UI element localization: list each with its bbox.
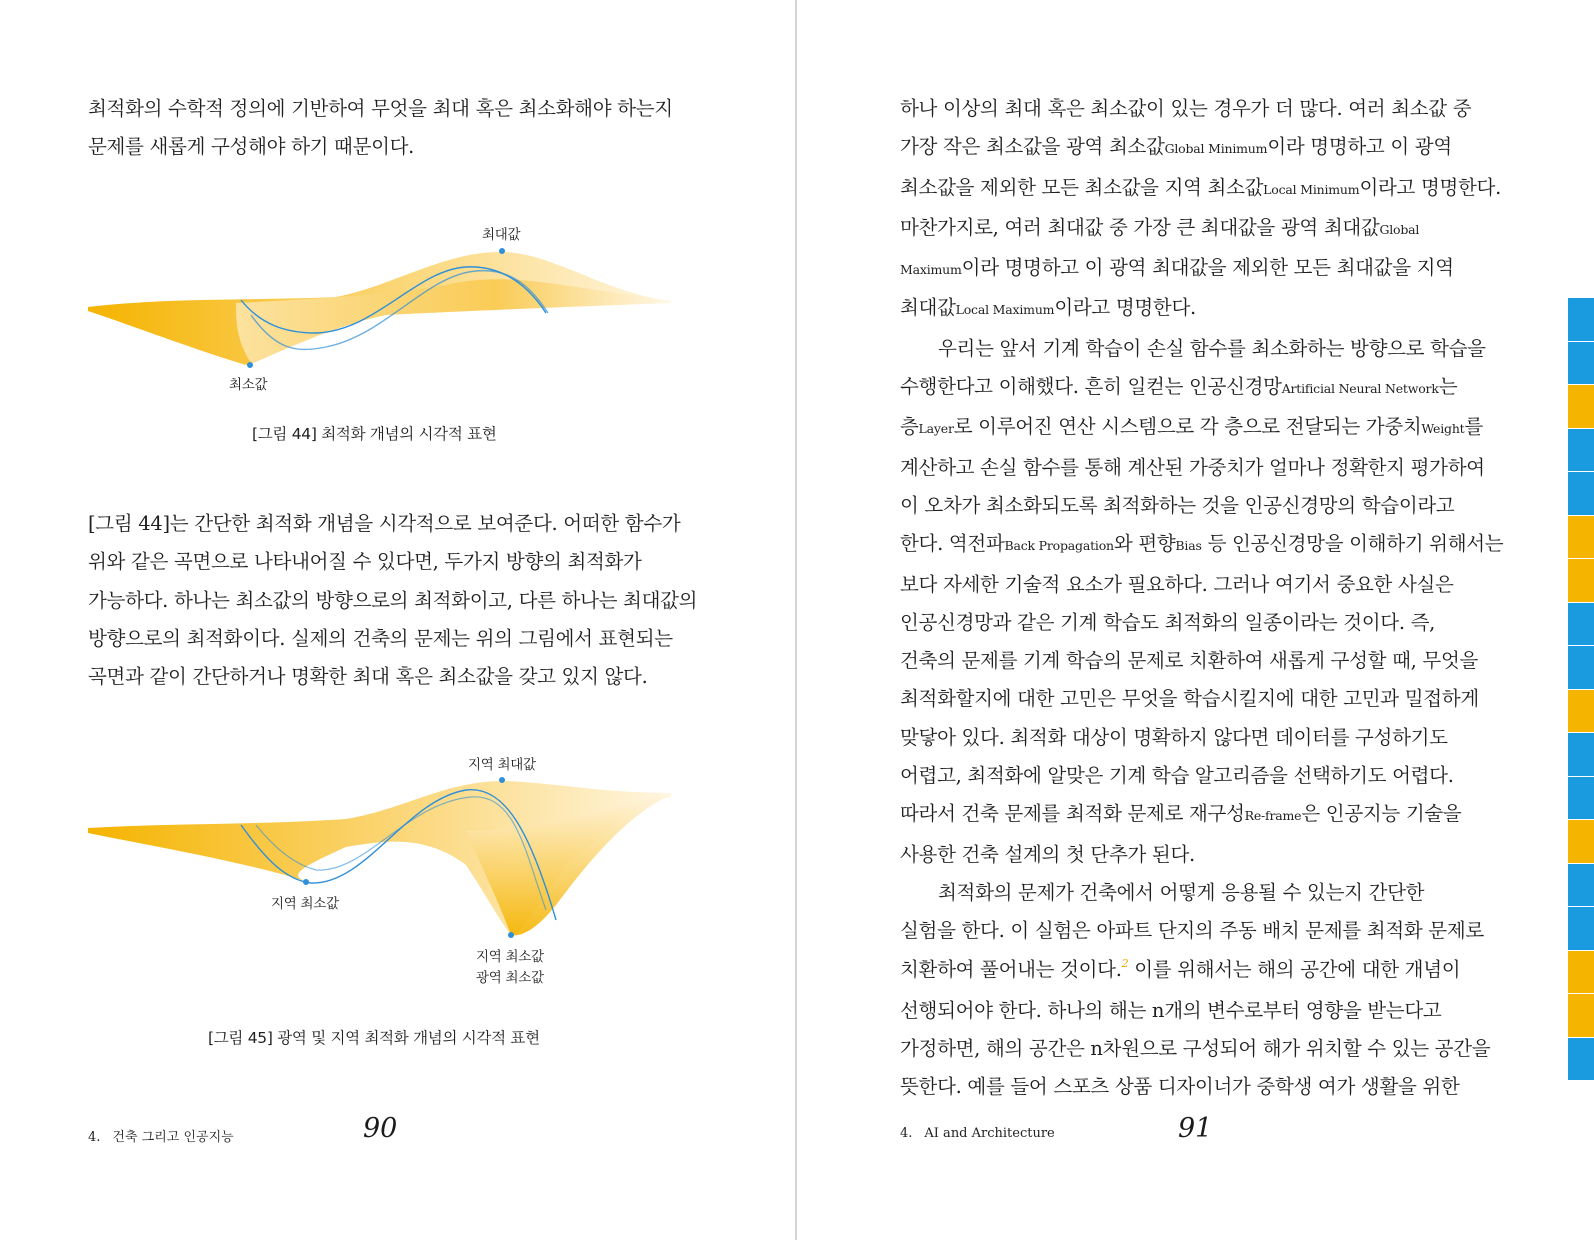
text-line bbox=[900, 289, 1503, 329]
text-line bbox=[900, 408, 1503, 448]
text-segment: 와 편향 bbox=[1113, 532, 1176, 556]
english-term: Local Minimum bbox=[1263, 181, 1360, 197]
figure-45-caption: [그림 45] 광역 및 지역 최적화 개념의 시각적 표현 bbox=[208, 1029, 540, 1047]
text-segment: 건축의 문제를 기계 학습의 문제로 치환하여 새롭게 구성할 때, 무엇을 bbox=[900, 649, 1479, 673]
right-page bbox=[797, 0, 1594, 1240]
english-term: Artificial Neural Network bbox=[1281, 381, 1439, 397]
english-term: Maximum bbox=[900, 262, 962, 278]
chapter-title: AI and Architecture bbox=[924, 1126, 1055, 1141]
english-term: Layer bbox=[918, 421, 954, 437]
text-line bbox=[900, 128, 1503, 168]
text-segment: 맞닿아 있다. 최적화 대상이 명확하지 않다면 데이터를 구성하기도 bbox=[900, 725, 1448, 749]
left-page bbox=[0, 0, 795, 1240]
label-maximum: 최대값 bbox=[482, 227, 521, 243]
english-term: Back Propagation bbox=[1004, 538, 1114, 554]
text-line bbox=[900, 525, 1503, 565]
text-line: 곡면과 같이 간단하거나 명확한 최대 혹은 최소값을 갖고 있지 않다. bbox=[88, 665, 648, 689]
text-line bbox=[900, 992, 1503, 1030]
page-number: 90 bbox=[363, 1113, 398, 1144]
chapter-title: 건축 그리고 인공지능 bbox=[112, 1130, 234, 1145]
text-line: 가능하다. 하나는 최소값의 방향으로의 최적화이고, 다른 하나는 최대값의 bbox=[88, 588, 698, 612]
text-line bbox=[900, 169, 1503, 209]
edge-tab bbox=[1568, 298, 1594, 341]
text-line bbox=[900, 795, 1503, 835]
text-line: 위와 같은 곡면으로 나타내어질 수 있다면, 두가지 방향의 최적화가 bbox=[88, 550, 642, 574]
text-line bbox=[900, 566, 1503, 604]
figure-44-caption: [그림 44] 최적화 개념의 시각적 표현 bbox=[252, 425, 497, 443]
global-local-surface-illustration bbox=[86, 745, 676, 945]
text-segment: 이라 명명하고 이 광역 최대값을 제외한 모든 최대값을 지역 bbox=[961, 256, 1454, 280]
text-segment: 은 인공지능 기술을 bbox=[1301, 802, 1462, 826]
english-term: Local Maximum bbox=[955, 302, 1055, 318]
edge-tab bbox=[1568, 385, 1594, 428]
text-segment: 최적화의 문제가 건축에서 어떻게 응용될 수 있는지 간단한 bbox=[938, 880, 1425, 904]
text-segment: 이를 위해서는 해의 공간에 대한 개념이 bbox=[1128, 957, 1461, 981]
text-line bbox=[900, 719, 1503, 757]
text-segment: 이 오차가 최소화되도록 최적화하는 것을 인공신경망의 학습이라고 bbox=[900, 493, 1455, 517]
edge-tab bbox=[1568, 777, 1594, 820]
text-line bbox=[900, 951, 1503, 992]
footer-chapter bbox=[88, 1126, 234, 1145]
body-paragraph bbox=[88, 505, 697, 696]
text-segment: 최대값 bbox=[900, 296, 956, 320]
text-line bbox=[900, 757, 1503, 795]
figure-45 bbox=[86, 745, 676, 990]
local-maximum-point bbox=[499, 777, 505, 783]
text-segment: 실험을 한다. 이 실험은 아파트 단지의 주동 배치 문제를 최적화 문제로 bbox=[900, 919, 1484, 943]
text-segment: 한다. 역전파 bbox=[900, 532, 1005, 556]
edge-tab bbox=[1568, 342, 1594, 385]
text-line: 문제를 새롭게 구성해야 하기 때문이다. bbox=[88, 135, 415, 159]
edge-tab bbox=[1568, 516, 1594, 559]
text-line bbox=[900, 449, 1503, 487]
text-segment: 최적화할지에 대한 고민은 무엇을 학습시킬지에 대한 고민과 밀접하게 bbox=[900, 687, 1479, 711]
english-term: Global Minimum bbox=[1164, 141, 1268, 157]
text-segment: 수행한다고 이해했다. 흔히 일컫는 인공신경망 bbox=[900, 375, 1282, 399]
text-segment: 가장 작은 최소값을 광역 최소값 bbox=[900, 135, 1165, 159]
footer-chapter bbox=[900, 1126, 1055, 1141]
text-segment: 선행되어야 한다. 하나의 해는 n개의 변수로부터 영향을 받는다고 bbox=[900, 998, 1442, 1022]
text-line: 최적화의 수학적 정의에 기반하여 무엇을 최대 혹은 최소화해야 하는지 bbox=[88, 97, 673, 120]
text-segment: 우리는 앞서 기계 학습이 손실 함수를 최소화하는 방향으로 학습을 bbox=[938, 336, 1486, 360]
text-segment: 층 bbox=[900, 415, 919, 439]
maximum-point bbox=[499, 248, 505, 254]
optimization-surface-illustration bbox=[86, 215, 676, 400]
edge-tab bbox=[1568, 1038, 1594, 1081]
english-term: Weight bbox=[1421, 421, 1465, 437]
edge-tab bbox=[1568, 472, 1594, 515]
text-segment: 보다 자세한 기술적 요소가 필요하다. 그러나 여기서 중요한 사실은 bbox=[900, 572, 1454, 596]
text-segment: 마찬가지로, 여러 최대값 중 가장 큰 최대값을 광역 최대값 bbox=[900, 215, 1380, 239]
label-global-minimum: 광역 최소값 bbox=[476, 970, 544, 986]
text-line bbox=[900, 642, 1503, 680]
text-line: 방향으로의 최적화이다. 실제의 건축의 문제는 위의 그림에서 표현되는 bbox=[88, 626, 673, 650]
text-segment: 인공신경망과 같은 기계 학습도 최적화의 일종이라는 것이다. 즉, bbox=[900, 610, 1436, 634]
edge-tab bbox=[1568, 603, 1594, 646]
text-line bbox=[900, 836, 1503, 874]
text-segment: 등 인공신경망을 이해하기 위해서는 bbox=[1201, 532, 1504, 556]
text-segment: 를 bbox=[1464, 415, 1484, 439]
text-segment: 는 bbox=[1438, 375, 1458, 399]
edge-tab bbox=[1568, 559, 1594, 602]
chapter-number: 4. bbox=[900, 1126, 913, 1141]
edge-tab bbox=[1568, 820, 1594, 863]
label-local-minimum-deep: 지역 최소값 bbox=[476, 949, 544, 965]
english-term: Global bbox=[1379, 221, 1420, 237]
text-line bbox=[900, 874, 1503, 912]
edge-tab bbox=[1568, 646, 1594, 689]
text-line bbox=[900, 912, 1503, 950]
text-segment: 이라고 명명한다. bbox=[1054, 296, 1196, 320]
text-segment: 하나 이상의 최대 혹은 최소값이 있는 경우가 더 많다. 여러 최소값 중 bbox=[900, 97, 1472, 120]
text-segment: 치환하여 풀어내는 것이다. bbox=[900, 957, 1122, 981]
intro-paragraph bbox=[88, 90, 673, 167]
text-segment: 이라 명명하고 이 광역 bbox=[1267, 135, 1452, 159]
edge-tab bbox=[1568, 429, 1594, 472]
label-minimum: 최소값 bbox=[229, 377, 268, 393]
label-local-minimum: 지역 최소값 bbox=[271, 896, 339, 912]
text-line bbox=[900, 487, 1503, 525]
chapter-edge-tabs bbox=[1568, 298, 1594, 1081]
edge-tab bbox=[1568, 733, 1594, 776]
text-segment: 뜻한다. 예를 들어 스포츠 상품 디자이너가 중학생 여가 생활을 위한 bbox=[900, 1075, 1460, 1099]
text-segment: 어렵고, 최적화에 알맞은 기계 학습 알고리즘을 선택하기도 어렵다. bbox=[900, 764, 1454, 788]
text-line bbox=[900, 368, 1503, 408]
text-line bbox=[900, 1068, 1503, 1106]
text-line bbox=[900, 680, 1503, 718]
text-line bbox=[900, 330, 1503, 368]
text-segment: 로 이루어진 연산 시스템으로 각 층으로 전달되는 가중치 bbox=[953, 415, 1422, 439]
edge-tab bbox=[1568, 994, 1594, 1037]
text-line bbox=[900, 209, 1503, 249]
edge-tab bbox=[1568, 907, 1594, 950]
text-line bbox=[900, 604, 1503, 642]
text-line bbox=[900, 1030, 1503, 1068]
global-minimum-point bbox=[508, 932, 514, 938]
edge-tab bbox=[1568, 864, 1594, 907]
label-local-maximum: 지역 최대값 bbox=[468, 757, 536, 773]
text-line: [그림 44]는 간단한 최적화 개념을 시각적으로 보여준다. 어떠한 함수가 bbox=[88, 512, 681, 535]
edge-tab bbox=[1568, 690, 1594, 733]
text-segment: 따라서 건축 문제를 최적화 문제로 재구성 bbox=[900, 802, 1245, 826]
figure-44 bbox=[86, 215, 676, 400]
text-segment: 가정하면, 해의 공간은 n차원으로 구성되어 해가 위치할 수 있는 공간을 bbox=[900, 1037, 1491, 1061]
local-minimum-point bbox=[303, 879, 309, 885]
chapter-number: 4. bbox=[88, 1130, 101, 1145]
text-segment: 사용한 건축 설계의 첫 단추가 된다. bbox=[900, 842, 1195, 866]
text-segment: 이라고 명명한다. bbox=[1359, 175, 1501, 199]
text-line bbox=[900, 249, 1503, 289]
text-line bbox=[900, 90, 1503, 128]
english-term: Bias bbox=[1175, 538, 1202, 554]
minimum-point bbox=[247, 362, 253, 368]
page-number: 91 bbox=[1178, 1113, 1213, 1144]
right-body-text bbox=[900, 90, 1503, 1107]
edge-tab bbox=[1568, 951, 1594, 994]
footnote-marker[interactable]: 2 bbox=[1121, 956, 1129, 970]
english-term: Re-frame bbox=[1244, 808, 1302, 824]
text-segment: 계산하고 손실 함수를 통해 계산된 가중치가 얼마나 정확한지 평가하여 bbox=[900, 455, 1485, 479]
text-segment: 최소값을 제외한 모든 최소값을 지역 최소값 bbox=[900, 175, 1264, 199]
